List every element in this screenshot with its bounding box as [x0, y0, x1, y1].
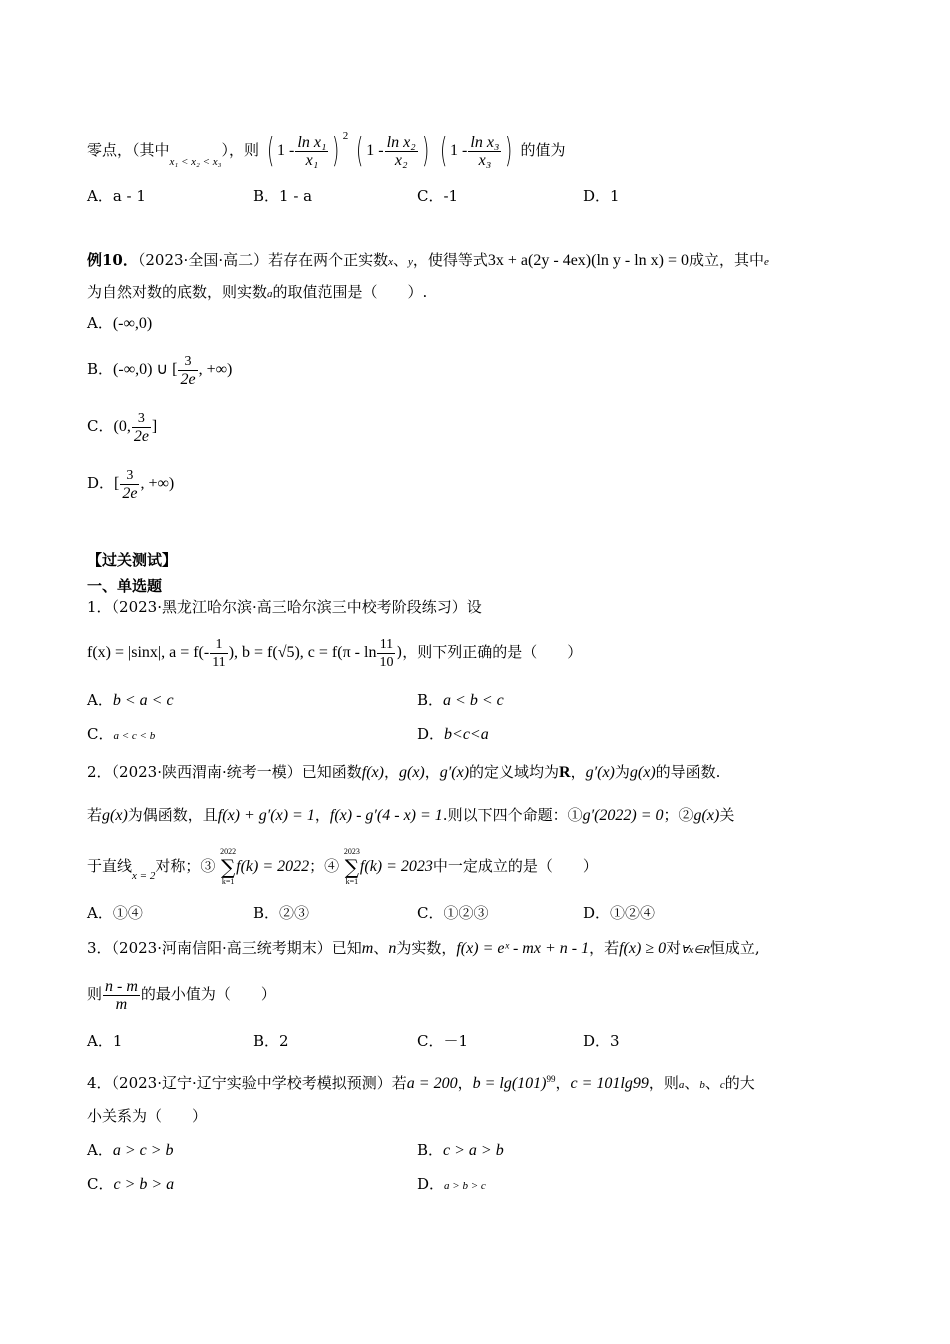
ex10-option-a: A．(-∞,0): [87, 314, 153, 332]
ex10-option-c: C．(0, $\frac{3}{2e}$ ]: [87, 410, 158, 445]
q2-option-c: C．①②③: [417, 904, 489, 922]
section-title: 【过关测试】: [87, 551, 178, 569]
q3-line1: 3．（2023·河南信阳·高三统考期末）已知m、n为实数，f(x) = eˣ - mx + n - 1，若f(x) ≥ 0对∀x∈R恒成立,: [87, 939, 760, 957]
q4-option-b: B．c > a > b: [417, 1141, 504, 1159]
top-option-d: D．1: [583, 187, 620, 205]
q1-option-c: C．a < c < b: [87, 725, 156, 743]
ex10-option-b: B．(-∞,0) ∪ [ $\frac{3}{2e}$ , +∞): [87, 353, 233, 388]
frac-1: $\frac{\text{ln x₁}}{\text{x₁}}$: [297, 133, 327, 169]
q3-option-b: B．2: [253, 1032, 289, 1050]
top-cond: x₁ < x₂ < x₃: [169, 156, 222, 168]
q1-option-b: B．a < b < c: [417, 691, 504, 709]
example-10-line1: 例10．（2023·全国·高二）若存在两个正实数x、y，使得等式3x + a(2y - 4ex)(ln y - ln x) = 0成立，其中e: [87, 251, 769, 269]
q1-option-d: D．b<c<a: [417, 725, 489, 743]
q2-option-a: A．①④: [87, 904, 143, 922]
top-option-b: B．1 - a: [253, 187, 313, 205]
top-tail: 的值为: [520, 141, 566, 159]
q4-option-a: A．a > c > b: [87, 1141, 174, 1159]
frac-2: $\frac{\text{ln x₂}}{\text{x₂}}$: [386, 133, 416, 169]
q2-option-d: D．①②④: [583, 904, 656, 922]
section-subtitle: 一、单选题: [87, 577, 163, 595]
q3-option-a: A．1: [87, 1032, 123, 1050]
ex10-option-d: D．[ $\frac{3}{2e}$ , +∞): [87, 467, 175, 502]
ex10-equation: 3x + a(2y - 4ex)(ln y - ln x) = 0: [487, 252, 690, 269]
q2-line2: 若g(x)为偶函数，且f(x) + g′(x) = 1，f(x) - g′(4 - x) = 1.则以下四个命题：①g′(2022) = 0；②g(x)关: [87, 806, 735, 824]
top-line: 零点，（其中$_{x_1 < x_2 < x_3}$），则 ( 1 - $\frac{\text{ln x₁}}{\text{x₁}}$ ) $^2$ ( 1 - $\frac{\text{ln x₂}}{\text{x₂}}$ ) ( 1 - $\frac{\text{ln x₃}}{\text{x₃}}$ ) 的值为: [87, 130, 566, 171]
q2-line3: 于直线$_{x = 2}$对称；③ 2022 ∑ k=1 f(k) = 2022；④ 2023 ∑ k=1 f(k) = 2023中一定成立的是（ ）: [87, 847, 598, 886]
q2-option-b: B．②③: [253, 904, 310, 922]
q4-option-c: C．c > b > a: [87, 1175, 175, 1193]
q4-line2: 小关系为（ ）: [87, 1107, 208, 1125]
top-mid: ），则: [221, 141, 259, 159]
q3-option-d: D．3: [583, 1032, 620, 1050]
top-option-c: C．-1: [417, 187, 459, 205]
q4-option-d: D．a > b > c: [417, 1175, 486, 1193]
top-lead: 零点，（其中: [87, 141, 170, 159]
frac-3: $\frac{\text{ln x₃}}{\text{x₃}}$: [470, 133, 500, 169]
top-option-a: A．a - 1: [87, 187, 146, 205]
q2-line1: 2．（2023·陕西渭南·统考一模）已知函数f(x)，g(x)，g′(x)的定义域均为R，g′(x)为g(x)的导函数.: [87, 763, 721, 781]
q1-head: 1．（2023·黑龙江哈尔滨·高三哈尔滨三中校考阶段练习）设: [87, 598, 482, 616]
q1-formula: f(x) = |sinx|, a = f(- $\frac{1}{11}$ ), b = f(√5), c = f(π - ln $\frac{11}{10}$ )，则下列正确的是（ ）: [87, 636, 583, 670]
q1-option-a: A．b < a < c: [87, 691, 174, 709]
q4-line1: 4．（2023·辽宁·辽宁实验中学校考模拟预测）若a = 200，$b = \lg(101)^{99}$，c = 101lg99，则a、b、c的大: [87, 1074, 755, 1092]
example-10-line2: 为自然对数的底数，则实数a的取值范围是（ ）.: [87, 283, 428, 301]
q3-option-c: C．－1: [417, 1032, 469, 1050]
q3-line2: 则 $\frac{n - m}{m}$ 的最小值为（ ）: [87, 977, 276, 1013]
